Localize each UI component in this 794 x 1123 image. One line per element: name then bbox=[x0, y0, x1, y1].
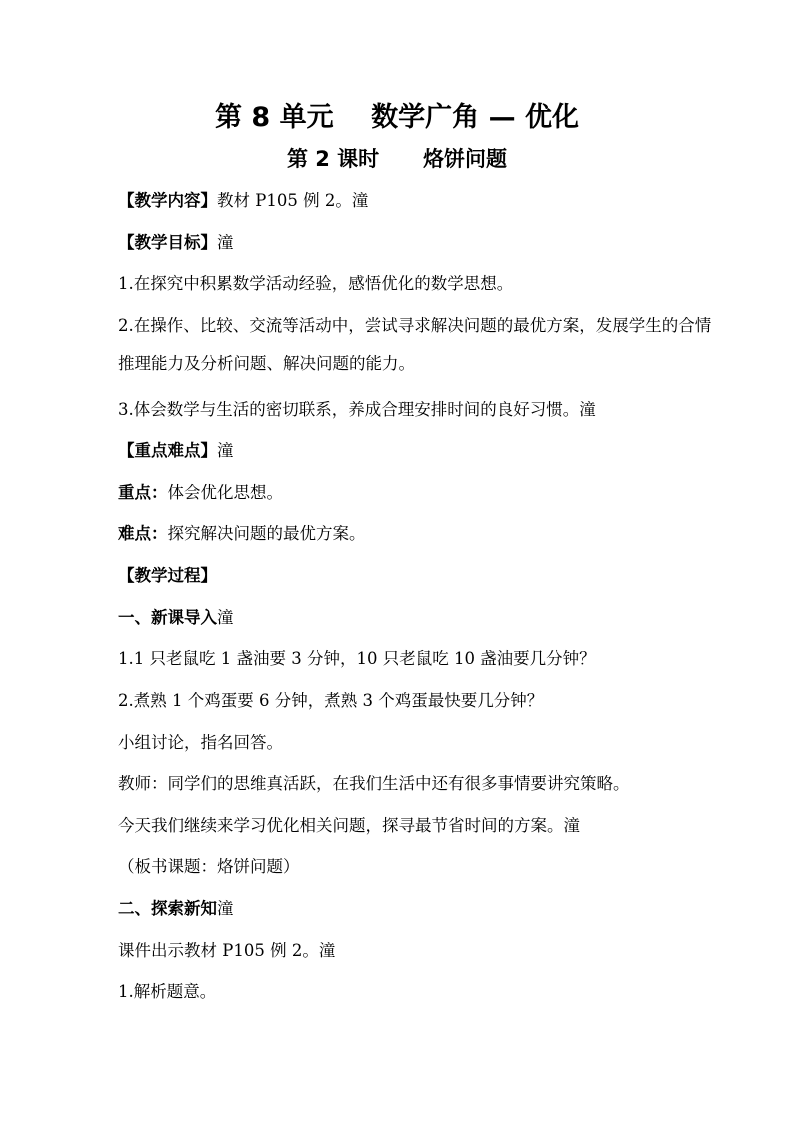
section-label: 二、探索新知 bbox=[118, 899, 217, 918]
teaching-goals-heading bbox=[118, 229, 718, 257]
continue-line bbox=[118, 812, 718, 840]
glyph-mark: 潼 bbox=[217, 441, 234, 460]
section-label: 【教学内容】 bbox=[118, 191, 217, 210]
goal-item-2 bbox=[118, 307, 718, 383]
teacher-line bbox=[118, 770, 718, 798]
glyph-mark: 潼 bbox=[318, 941, 336, 960]
goal-item-3 bbox=[118, 396, 718, 424]
courseware-line bbox=[118, 937, 718, 965]
line-text: 1.在探究中积累数学活动经验，感悟优化的数学思想。 bbox=[118, 274, 514, 293]
line-text: 教师：同学们的思维真活跃，在我们生活中还有很多事情要讲究策略。 bbox=[118, 774, 630, 793]
section-label: 一、新课导入 bbox=[118, 608, 217, 627]
section-label: 【重点难点】 bbox=[118, 441, 217, 460]
lesson-subtitle: 第 2 课时 烙饼问题 bbox=[286, 147, 508, 171]
board-title-line bbox=[118, 853, 718, 881]
line-text: （板书课题：烙饼问题） bbox=[118, 857, 300, 876]
document-title: 第 8 单元 数学广角 — 优化 bbox=[215, 102, 579, 133]
line-text: 教材 P105 例 2。 bbox=[217, 191, 352, 210]
goal-item-1 bbox=[118, 270, 718, 298]
process-heading bbox=[118, 562, 718, 590]
glyph-mark: 潼 bbox=[217, 608, 234, 627]
difficulty-line bbox=[118, 520, 718, 548]
explore-heading bbox=[118, 895, 718, 923]
glyph-mark: 潼 bbox=[217, 899, 234, 918]
section-label: 【教学目标】 bbox=[118, 233, 217, 252]
line-text: 1.解析题意。 bbox=[118, 982, 217, 1001]
teaching-content-line bbox=[118, 187, 718, 215]
analysis-line bbox=[118, 978, 718, 1006]
line-text: 体会优化思想。 bbox=[167, 483, 283, 502]
discussion-line bbox=[118, 729, 718, 757]
line-text: 3.体会数学与生活的密切联系，养成合理安排时间的良好习惯。 bbox=[118, 400, 580, 419]
key-points-heading bbox=[118, 437, 718, 465]
line-text: 课件出示教材 P105 例 2。 bbox=[118, 941, 319, 960]
intro-question-1 bbox=[118, 645, 718, 673]
section-label: 重点： bbox=[118, 483, 168, 502]
section-label: 难点： bbox=[118, 524, 168, 543]
line-text: 2.在操作、比较、交流等活动中，尝试寻求解决问题的最优方案，发展学生的合情推理能力及分析问题、解决问题的能力。 bbox=[118, 316, 712, 373]
line-text: 小组讨论，指名回答。 bbox=[118, 733, 283, 752]
line-text: 1.1 只老鼠吃 1 盏油要 3 分钟，10 只老鼠吃 10 盏油要几分钟？ bbox=[118, 649, 596, 668]
glyph-mark: 潼 bbox=[217, 233, 234, 252]
line-text: 今天我们继续来学习优化相关问题，探寻最节省时间的方案。 bbox=[118, 816, 564, 835]
line-text: 2.煮熟 1 个鸡蛋要 6 分钟，煮熟 3 个鸡蛋最快要几分钟？ bbox=[118, 691, 544, 710]
glyph-mark: 潼 bbox=[579, 400, 596, 419]
section-label: 【教学过程】 bbox=[118, 566, 217, 585]
intro-question-2 bbox=[118, 687, 718, 715]
glyph-mark: 潼 bbox=[563, 816, 580, 835]
glyph-mark: 潼 bbox=[351, 191, 369, 210]
intro-heading bbox=[118, 604, 718, 632]
key-point-line bbox=[118, 479, 718, 507]
line-text: 探究解决问题的最优方案。 bbox=[167, 524, 366, 543]
